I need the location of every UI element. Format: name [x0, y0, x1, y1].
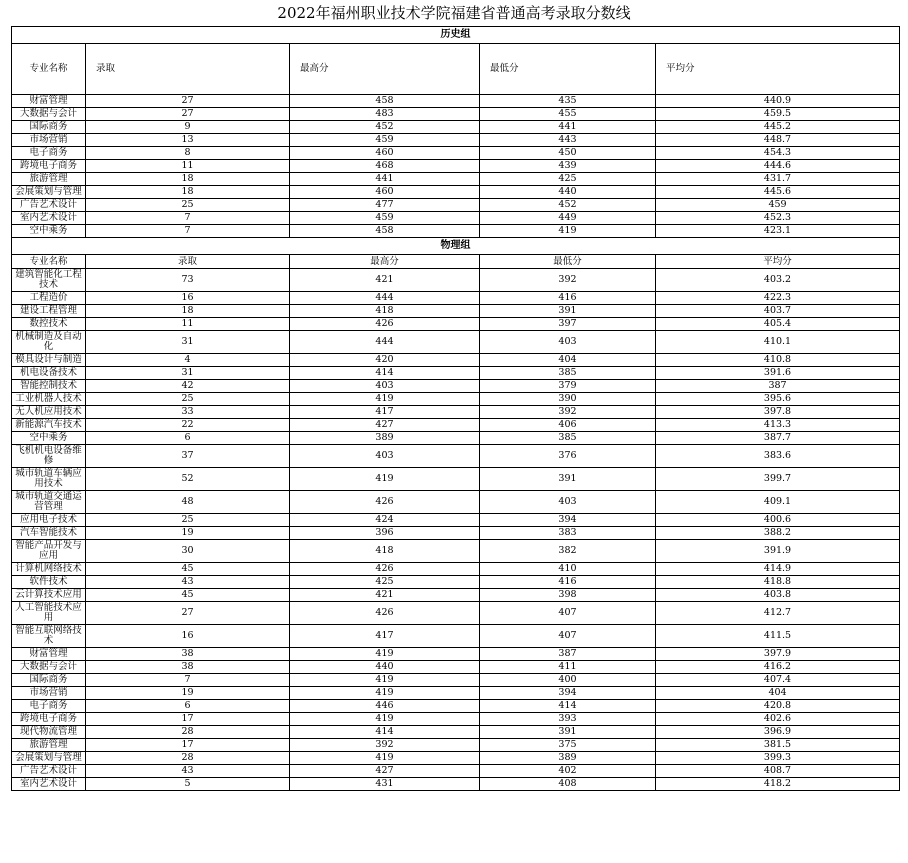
max-score-cell: 419 — [290, 648, 480, 661]
table-row — [12, 305, 900, 318]
table-row — [12, 739, 900, 752]
admitted-count-cell: 8 — [86, 147, 290, 160]
major-name-cell: 汽车智能技术 — [12, 527, 86, 540]
avg-score-cell: 411.5 — [656, 625, 900, 648]
min-score-cell: 449 — [480, 212, 656, 225]
physics-section-title: 物理组 — [12, 238, 900, 255]
avg-score-cell: 454.3 — [656, 147, 900, 160]
major-name-cell: 空中乘务 — [12, 225, 86, 238]
min-score-cell: 383 — [480, 527, 656, 540]
table-row — [12, 331, 900, 354]
max-score-cell: 426 — [290, 318, 480, 331]
max-score-cell: 418 — [290, 305, 480, 318]
admitted-count-cell: 30 — [86, 540, 290, 563]
major-name-cell: 工程造价 — [12, 292, 86, 305]
max-score-cell: 421 — [290, 269, 480, 292]
max-score-cell: 403 — [290, 380, 480, 393]
major-name-cell: 室内艺术设计 — [12, 212, 86, 225]
physics-header-row — [12, 255, 900, 269]
admitted-count-cell: 7 — [86, 212, 290, 225]
max-score-cell: 483 — [290, 108, 480, 121]
min-score-cell: 391 — [480, 726, 656, 739]
avg-score-cell: 405.4 — [656, 318, 900, 331]
table-row — [12, 147, 900, 160]
column-header-max-score: 最高分 — [290, 44, 480, 95]
major-name-cell: 数控技术 — [12, 318, 86, 331]
admitted-count-cell: 7 — [86, 674, 290, 687]
avg-score-cell: 448.7 — [656, 134, 900, 147]
max-score-cell: 392 — [290, 739, 480, 752]
table-row — [12, 778, 900, 791]
admitted-count-cell: 45 — [86, 563, 290, 576]
table-row — [12, 540, 900, 563]
major-name-cell: 财富管理 — [12, 648, 86, 661]
max-score-cell: 460 — [290, 186, 480, 199]
major-name-cell: 广告艺术设计 — [12, 765, 86, 778]
table-row — [12, 406, 900, 419]
avg-score-cell: 403.7 — [656, 305, 900, 318]
min-score-cell: 387 — [480, 648, 656, 661]
avg-score-cell: 431.7 — [656, 173, 900, 186]
page-title: 2022年福州职业技术学院福建省普通高考录取分数线 — [277, 4, 631, 22]
max-score-cell: 414 — [290, 367, 480, 380]
min-score-cell: 416 — [480, 576, 656, 589]
admitted-count-cell: 7 — [86, 225, 290, 238]
min-score-cell: 416 — [480, 292, 656, 305]
table-row — [12, 121, 900, 134]
admitted-count-cell: 17 — [86, 739, 290, 752]
table-row — [12, 687, 900, 700]
max-score-cell: 441 — [290, 173, 480, 186]
min-score-cell: 376 — [480, 445, 656, 468]
avg-score-cell: 420.8 — [656, 700, 900, 713]
avg-score-cell: 403.8 — [656, 589, 900, 602]
max-score-cell: 459 — [290, 134, 480, 147]
table-row — [12, 186, 900, 199]
table-row — [12, 576, 900, 589]
admitted-count-cell: 16 — [86, 625, 290, 648]
min-score-cell: 385 — [480, 432, 656, 445]
major-name-cell: 城市轨道车辆应用技术 — [12, 468, 86, 491]
table-row — [12, 318, 900, 331]
avg-score-cell: 387 — [656, 380, 900, 393]
major-name-cell: 旅游管理 — [12, 173, 86, 186]
table-row — [12, 625, 900, 648]
avg-score-cell: 383.6 — [656, 445, 900, 468]
min-score-cell: 393 — [480, 713, 656, 726]
major-name-cell: 财富管理 — [12, 95, 86, 108]
table-row — [12, 661, 900, 674]
max-score-cell: 403 — [290, 445, 480, 468]
min-score-cell: 390 — [480, 393, 656, 406]
admitted-count-cell: 73 — [86, 269, 290, 292]
table-row — [12, 445, 900, 468]
max-score-cell: 427 — [290, 765, 480, 778]
admission-score-table — [11, 26, 900, 791]
min-score-cell: 441 — [480, 121, 656, 134]
min-score-cell: 382 — [480, 540, 656, 563]
avg-score-cell: 414.9 — [656, 563, 900, 576]
table-row — [12, 108, 900, 121]
max-score-cell: 460 — [290, 147, 480, 160]
column-header-max-score: 最高分 — [290, 255, 480, 269]
admitted-count-cell: 42 — [86, 380, 290, 393]
min-score-cell: 452 — [480, 199, 656, 212]
table-row — [12, 589, 900, 602]
column-header-avg-score: 平均分 — [656, 44, 900, 95]
min-score-cell: 443 — [480, 134, 656, 147]
table-row — [12, 354, 900, 367]
avg-score-cell: 423.1 — [656, 225, 900, 238]
max-score-cell: 389 — [290, 432, 480, 445]
table-row — [12, 367, 900, 380]
min-score-cell: 375 — [480, 739, 656, 752]
min-score-cell: 392 — [480, 269, 656, 292]
max-score-cell: 425 — [290, 576, 480, 589]
major-name-cell: 智能控制技术 — [12, 380, 86, 393]
min-score-cell: 397 — [480, 318, 656, 331]
major-name-cell: 人工智能技术应用 — [12, 602, 86, 625]
admitted-count-cell: 13 — [86, 134, 290, 147]
max-score-cell: 396 — [290, 527, 480, 540]
max-score-cell: 426 — [290, 602, 480, 625]
column-header-major-name: 专业名称 — [12, 255, 86, 269]
table-row — [12, 199, 900, 212]
table-row — [12, 212, 900, 225]
min-score-cell: 404 — [480, 354, 656, 367]
admitted-count-cell: 4 — [86, 354, 290, 367]
admitted-count-cell: 5 — [86, 778, 290, 791]
major-name-cell: 飞机机电设备维修 — [12, 445, 86, 468]
avg-score-cell: 407.4 — [656, 674, 900, 687]
major-name-cell: 会展策划与管理 — [12, 186, 86, 199]
min-score-cell: 389 — [480, 752, 656, 765]
avg-score-cell: 397.9 — [656, 648, 900, 661]
max-score-cell: 419 — [290, 687, 480, 700]
major-name-cell: 城市轨道交通运营管理 — [12, 491, 86, 514]
max-score-cell: 419 — [290, 468, 480, 491]
major-name-cell: 智能产品开发与应用 — [12, 540, 86, 563]
min-score-cell: 379 — [480, 380, 656, 393]
max-score-cell: 440 — [290, 661, 480, 674]
max-score-cell: 419 — [290, 713, 480, 726]
min-score-cell: 435 — [480, 95, 656, 108]
avg-score-cell: 452.3 — [656, 212, 900, 225]
max-score-cell: 414 — [290, 726, 480, 739]
admitted-count-cell: 22 — [86, 419, 290, 432]
major-name-cell: 应用电子技术 — [12, 514, 86, 527]
major-name-cell: 国际商务 — [12, 121, 86, 134]
admitted-count-cell: 19 — [86, 687, 290, 700]
history-section-row — [12, 27, 900, 44]
min-score-cell: 402 — [480, 765, 656, 778]
table-row — [12, 292, 900, 305]
avg-score-cell: 400.6 — [656, 514, 900, 527]
major-name-cell: 机电设备技术 — [12, 367, 86, 380]
avg-score-cell: 418.2 — [656, 778, 900, 791]
avg-score-cell: 459.5 — [656, 108, 900, 121]
min-score-cell: 406 — [480, 419, 656, 432]
max-score-cell: 417 — [290, 625, 480, 648]
min-score-cell: 419 — [480, 225, 656, 238]
major-name-cell: 广告艺术设计 — [12, 199, 86, 212]
column-header-major-name: 专业名称 — [12, 44, 86, 95]
major-name-cell: 空中乘务 — [12, 432, 86, 445]
major-name-cell: 软件技术 — [12, 576, 86, 589]
admitted-count-cell: 16 — [86, 292, 290, 305]
column-header-min-score: 最低分 — [480, 255, 656, 269]
max-score-cell: 424 — [290, 514, 480, 527]
major-name-cell: 大数据与会计 — [12, 661, 86, 674]
max-score-cell: 444 — [290, 331, 480, 354]
major-name-cell: 建筑智能化工程技术 — [12, 269, 86, 292]
min-score-cell: 391 — [480, 305, 656, 318]
major-name-cell: 模具设计与制造 — [12, 354, 86, 367]
table-row — [12, 648, 900, 661]
max-score-cell: 458 — [290, 225, 480, 238]
admitted-count-cell: 9 — [86, 121, 290, 134]
major-name-cell: 大数据与会计 — [12, 108, 86, 121]
min-score-cell: 385 — [480, 367, 656, 380]
major-name-cell: 旅游管理 — [12, 739, 86, 752]
table-row — [12, 393, 900, 406]
max-score-cell: 419 — [290, 674, 480, 687]
major-name-cell: 跨境电子商务 — [12, 713, 86, 726]
major-name-cell: 工业机器人技术 — [12, 393, 86, 406]
min-score-cell: 392 — [480, 406, 656, 419]
admitted-count-cell: 11 — [86, 318, 290, 331]
table-row — [12, 491, 900, 514]
avg-score-cell: 388.2 — [656, 527, 900, 540]
min-score-cell: 391 — [480, 468, 656, 491]
avg-score-cell: 418.8 — [656, 576, 900, 589]
table-row — [12, 514, 900, 527]
admitted-count-cell: 19 — [86, 527, 290, 540]
major-name-cell: 会展策划与管理 — [12, 752, 86, 765]
column-header-min-score: 最低分 — [480, 44, 656, 95]
max-score-cell: 468 — [290, 160, 480, 173]
max-score-cell: 452 — [290, 121, 480, 134]
table-row — [12, 173, 900, 186]
max-score-cell: 418 — [290, 540, 480, 563]
table-row — [12, 134, 900, 147]
min-score-cell: 411 — [480, 661, 656, 674]
min-score-cell: 455 — [480, 108, 656, 121]
admitted-count-cell: 25 — [86, 514, 290, 527]
max-score-cell: 419 — [290, 393, 480, 406]
physics-section-row — [12, 238, 900, 255]
max-score-cell: 417 — [290, 406, 480, 419]
table-row — [12, 225, 900, 238]
table-row — [12, 95, 900, 108]
max-score-cell: 420 — [290, 354, 480, 367]
min-score-cell: 407 — [480, 602, 656, 625]
admitted-count-cell: 37 — [86, 445, 290, 468]
min-score-cell: 403 — [480, 491, 656, 514]
major-name-cell: 市场营销 — [12, 134, 86, 147]
min-score-cell: 403 — [480, 331, 656, 354]
admitted-count-cell: 38 — [86, 661, 290, 674]
table-row — [12, 380, 900, 393]
admitted-count-cell: 43 — [86, 765, 290, 778]
major-name-cell: 国际商务 — [12, 674, 86, 687]
min-score-cell: 394 — [480, 514, 656, 527]
column-header-admitted-count: 录取 — [86, 44, 290, 95]
major-name-cell: 室内艺术设计 — [12, 778, 86, 791]
max-score-cell: 459 — [290, 212, 480, 225]
major-name-cell: 机械制造及自动化 — [12, 331, 86, 354]
avg-score-cell: 404 — [656, 687, 900, 700]
min-score-cell: 408 — [480, 778, 656, 791]
max-score-cell: 444 — [290, 292, 480, 305]
max-score-cell: 419 — [290, 752, 480, 765]
table-row — [12, 468, 900, 491]
admitted-count-cell: 48 — [86, 491, 290, 514]
avg-score-cell: 387.7 — [656, 432, 900, 445]
min-score-cell: 400 — [480, 674, 656, 687]
avg-score-cell: 397.8 — [656, 406, 900, 419]
admitted-count-cell: 27 — [86, 108, 290, 121]
major-name-cell: 智能互联网络技术 — [12, 625, 86, 648]
max-score-cell: 421 — [290, 589, 480, 602]
major-name-cell: 云计算技术应用 — [12, 589, 86, 602]
major-name-cell: 建设工程管理 — [12, 305, 86, 318]
table-row — [12, 765, 900, 778]
admitted-count-cell: 28 — [86, 752, 290, 765]
table-row — [12, 527, 900, 540]
avg-score-cell: 410.1 — [656, 331, 900, 354]
table-row — [12, 602, 900, 625]
max-score-cell: 426 — [290, 491, 480, 514]
table-row — [12, 419, 900, 432]
table-row — [12, 713, 900, 726]
min-score-cell: 407 — [480, 625, 656, 648]
max-score-cell: 458 — [290, 95, 480, 108]
table-row — [12, 160, 900, 173]
avg-score-cell: 396.9 — [656, 726, 900, 739]
max-score-cell: 477 — [290, 199, 480, 212]
min-score-cell: 440 — [480, 186, 656, 199]
min-score-cell: 425 — [480, 173, 656, 186]
min-score-cell: 394 — [480, 687, 656, 700]
min-score-cell: 450 — [480, 147, 656, 160]
admitted-count-cell: 27 — [86, 602, 290, 625]
avg-score-cell: 422.3 — [656, 292, 900, 305]
admitted-count-cell: 11 — [86, 160, 290, 173]
major-name-cell: 电子商务 — [12, 700, 86, 713]
admitted-count-cell: 17 — [86, 713, 290, 726]
max-score-cell: 446 — [290, 700, 480, 713]
admitted-count-cell: 25 — [86, 199, 290, 212]
admitted-count-cell: 31 — [86, 331, 290, 354]
avg-score-cell: 381.5 — [656, 739, 900, 752]
table-row — [12, 700, 900, 713]
avg-score-cell: 391.9 — [656, 540, 900, 563]
avg-score-cell: 408.7 — [656, 765, 900, 778]
avg-score-cell: 395.6 — [656, 393, 900, 406]
avg-score-cell: 391.6 — [656, 367, 900, 380]
avg-score-cell: 402.6 — [656, 713, 900, 726]
avg-score-cell: 409.1 — [656, 491, 900, 514]
min-score-cell: 439 — [480, 160, 656, 173]
major-name-cell: 跨境电子商务 — [12, 160, 86, 173]
avg-score-cell: 399.3 — [656, 752, 900, 765]
column-header-avg-score: 平均分 — [656, 255, 900, 269]
admitted-count-cell: 18 — [86, 186, 290, 199]
avg-score-cell: 403.2 — [656, 269, 900, 292]
admitted-count-cell: 18 — [86, 173, 290, 186]
admitted-count-cell: 18 — [86, 305, 290, 318]
max-score-cell: 426 — [290, 563, 480, 576]
table-row — [12, 563, 900, 576]
avg-score-cell: 445.2 — [656, 121, 900, 134]
avg-score-cell: 459 — [656, 199, 900, 212]
min-score-cell: 410 — [480, 563, 656, 576]
admitted-count-cell: 45 — [86, 589, 290, 602]
table-row — [12, 432, 900, 445]
admitted-count-cell: 33 — [86, 406, 290, 419]
max-score-cell: 431 — [290, 778, 480, 791]
admitted-count-cell: 52 — [86, 468, 290, 491]
min-score-cell: 398 — [480, 589, 656, 602]
min-score-cell: 414 — [480, 700, 656, 713]
admitted-count-cell: 25 — [86, 393, 290, 406]
admitted-count-cell: 28 — [86, 726, 290, 739]
admitted-count-cell: 27 — [86, 95, 290, 108]
avg-score-cell: 440.9 — [656, 95, 900, 108]
major-name-cell: 市场营销 — [12, 687, 86, 700]
major-name-cell: 现代物流管理 — [12, 726, 86, 739]
admitted-count-cell: 31 — [86, 367, 290, 380]
major-name-cell: 计算机网络技术 — [12, 563, 86, 576]
avg-score-cell: 416.2 — [656, 661, 900, 674]
table-row — [12, 674, 900, 687]
table-row — [12, 726, 900, 739]
avg-score-cell: 445.6 — [656, 186, 900, 199]
major-name-cell: 新能源汽车技术 — [12, 419, 86, 432]
admitted-count-cell: 6 — [86, 700, 290, 713]
history-section-title: 历史组 — [12, 27, 900, 44]
avg-score-cell: 399.7 — [656, 468, 900, 491]
major-name-cell: 无人机应用技术 — [12, 406, 86, 419]
column-header-admitted-count: 录取 — [86, 255, 290, 269]
avg-score-cell: 410.8 — [656, 354, 900, 367]
avg-score-cell: 413.3 — [656, 419, 900, 432]
table-row — [12, 752, 900, 765]
major-name-cell: 电子商务 — [12, 147, 86, 160]
history-header-row — [12, 44, 900, 95]
table-row — [12, 269, 900, 292]
admitted-count-cell: 38 — [86, 648, 290, 661]
admitted-count-cell: 6 — [86, 432, 290, 445]
admitted-count-cell: 43 — [86, 576, 290, 589]
max-score-cell: 427 — [290, 419, 480, 432]
avg-score-cell: 412.7 — [656, 602, 900, 625]
avg-score-cell: 444.6 — [656, 160, 900, 173]
